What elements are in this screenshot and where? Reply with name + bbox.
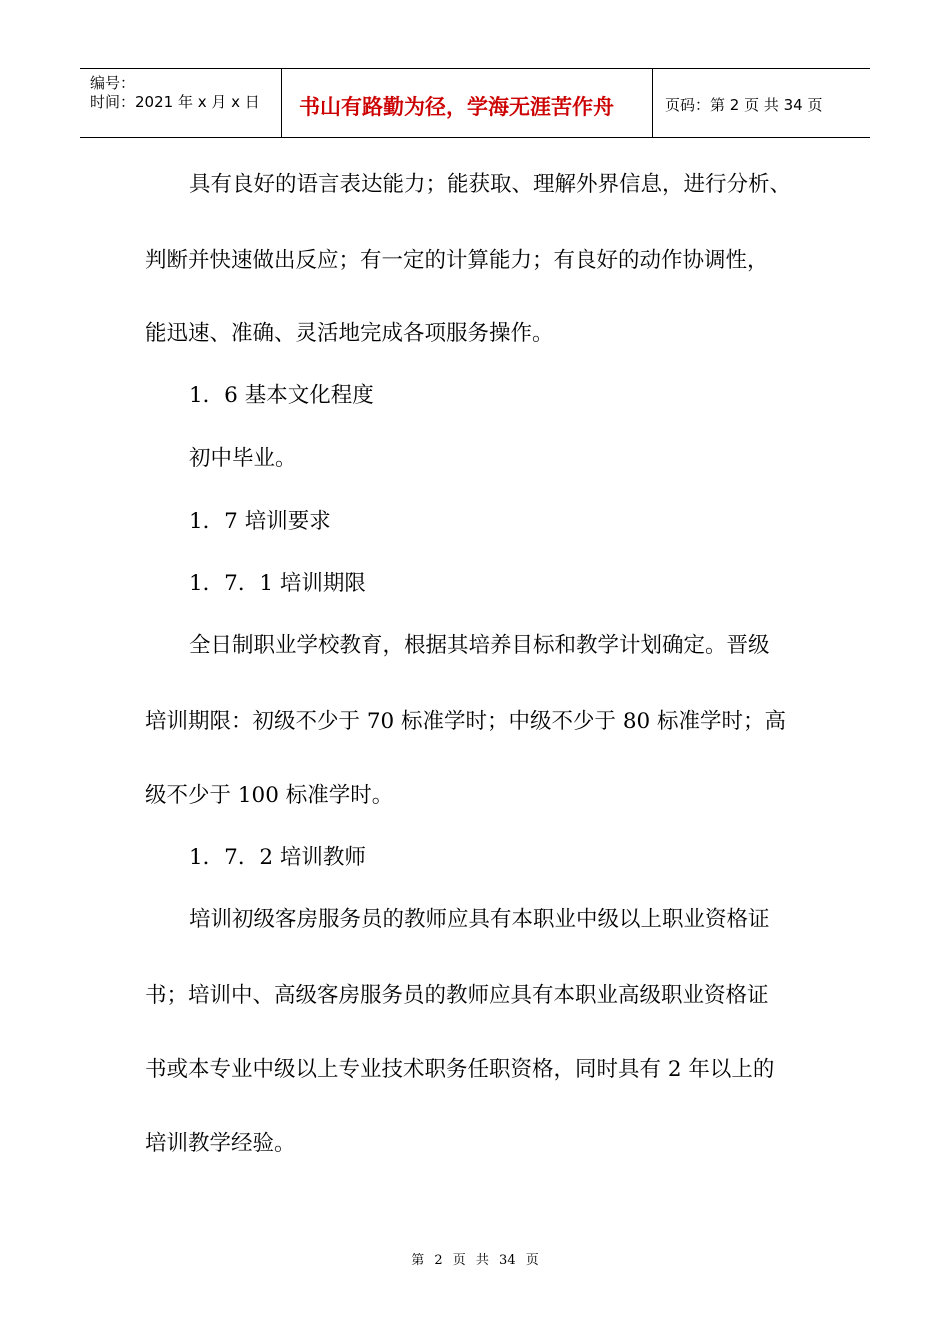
page-footer: 第 2 页 共 34 页 — [411, 1253, 539, 1268]
subsection-heading: 1．7．2 培训教师 — [189, 845, 366, 870]
section-heading: 1．7 培训要求 — [189, 509, 331, 534]
body-line: 级不少于 100 标准学时。 — [145, 783, 394, 808]
header-time-label: 时间：2021 年 x 月 x 日 — [90, 93, 260, 111]
document-header — [80, 68, 870, 138]
header-page-cell — [653, 69, 870, 137]
header-motto-cell — [282, 69, 653, 137]
body-line: 培训期限：初级不少于 70 标准学时；中级不少于 80 标准学时；高 — [145, 709, 787, 734]
body-line: 培训教学经验。 — [145, 1131, 296, 1156]
subsection-heading: 1．7．1 培训期限 — [189, 571, 366, 596]
body-line: 培训初级客房服务员的教师应具有本职业中级以上职业资格证 — [189, 907, 770, 932]
body-line: 能迅速、准确、灵活地完成各项服务操作。 — [145, 321, 554, 346]
body-line: 判断并快速做出反应；有一定的计算能力；有良好的动作协调性， — [145, 248, 769, 273]
body-line: 书或本专业中级以上专业技术职务任职资格，同时具有 2 年以上的 — [145, 1057, 775, 1082]
header-page-code: 页码：第 2 页 共 34 页 — [665, 96, 823, 114]
body-line: 书；培训中、高级客房服务员的教师应具有本职业高级职业资格证 — [145, 983, 769, 1008]
body-line: 全日制职业学校教育，根据其培养目标和教学计划确定。晋级 — [189, 633, 770, 658]
body-line: 具有良好的语言表达能力；能获取、理解外界信息，进行分析、 — [189, 172, 792, 197]
header-meta-cell — [80, 69, 282, 137]
header-number-label: 编号： — [90, 74, 136, 92]
section-heading: 1．6 基本文化程度 — [189, 383, 374, 408]
header-motto: 书山有路勤为径，学海无涯苦作舟 — [299, 95, 614, 119]
body-line: 初中毕业。 — [189, 446, 297, 471]
